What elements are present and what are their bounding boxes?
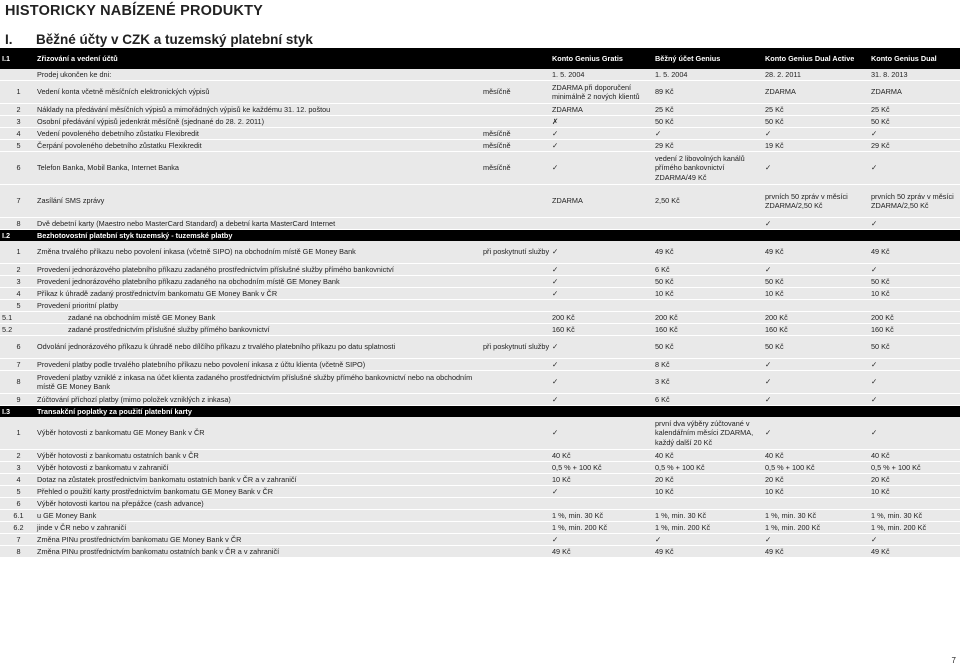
cell-c1: ✓ (550, 371, 653, 394)
section-header-i2 (0, 230, 960, 242)
table-row (0, 104, 960, 116)
table-row (0, 324, 960, 336)
cell-c2: 50 Kč (653, 336, 763, 359)
cell-c3: 49 Kč (763, 546, 869, 558)
cell-num: 6 (0, 498, 35, 510)
cell-label: Provedení jednorázového platebního příkazu zadaného na obchodním místě GE Money Bank (35, 276, 481, 288)
cell-label: Vedení konta včetně měsíčních elektronických výpisů (35, 81, 481, 104)
cell-num: 6 (0, 336, 35, 359)
cell-c3: 50 Kč (763, 116, 869, 128)
cell-label: Příkaz k úhradě zadaný prostřednictvím bankomatu GE Money Bank v ČR (35, 288, 481, 300)
cell-c3 (763, 300, 869, 312)
cell-c4: 200 Kč (869, 312, 960, 324)
cell-c4: 50 Kč (869, 116, 960, 128)
cell-c4: ✓ (869, 218, 960, 230)
cell-c2: 89 Kč (653, 81, 763, 104)
cell-c1: 1 %, min. 200 Kč (550, 522, 653, 534)
section-number: I.3 (0, 406, 35, 418)
cell-c3: 25 Kč (763, 104, 869, 116)
cell-c1: ✓ (550, 288, 653, 300)
cell-label: Provedení platby vzniklé z inkasa na účet klienta zadaného prostřednictvím příslušné služby přímého bankovnictví nebo na obchodním místě GE Money Bank (35, 371, 481, 394)
table-row (0, 264, 960, 276)
cell-c1: ✓ (550, 152, 653, 185)
cell-c3 (763, 498, 869, 510)
cell-c1: ✓ (550, 394, 653, 406)
table-row (0, 474, 960, 486)
cell-c3: ✓ (763, 264, 869, 276)
cell-num: 6.2 (0, 522, 35, 534)
header-col2: Běžný účet Genius (653, 48, 763, 69)
section-number: I.2 (0, 230, 35, 242)
cell-label: jinde v ČR nebo v zahraničí (35, 522, 481, 534)
cell-num: 5 (0, 486, 35, 498)
cell-label: Přehled o použití karty prostřednictvím bankomatu GE Money Bank v ČR (35, 486, 481, 498)
cell-c2: 3 Kč (653, 371, 763, 394)
cell-label: Telefon Banka, Mobil Banka, Internet Banka (35, 152, 481, 185)
cell-label: Změna PINu prostřednictvím bankomatu ostatních bank v ČR a v zahraničí (35, 546, 481, 558)
cell-c1: ✓ (550, 336, 653, 359)
cell-c2: 6 Kč (653, 394, 763, 406)
cell-num: 6.1 (0, 510, 35, 522)
cell-c1: 40 Kč (550, 450, 653, 462)
cell-c3: ZDARMA (763, 81, 869, 104)
cell-label: Čerpání povoleného debetního zůstatku Flexikredit (35, 140, 481, 152)
cell-c2: 2,50 Kč (653, 185, 763, 218)
cell-label: Výběr hotovosti z bankomatu v zahraničí (35, 462, 481, 474)
cell-label: Náklady na předávání měsíčních výpisů a mimořádných výpisů ke každému 31. 12. poštou (35, 104, 481, 116)
cell-c1: 160 Kč (550, 324, 653, 336)
table-row (0, 288, 960, 300)
cell-unit (481, 498, 550, 510)
table-row (0, 546, 960, 558)
cell-c1: 49 Kč (550, 546, 653, 558)
cell-c4: 20 Kč (869, 474, 960, 486)
cell-c4: 49 Kč (869, 546, 960, 558)
cell-c1 (550, 300, 653, 312)
cell-num: 8 (0, 218, 35, 230)
header-number: I.1 (0, 48, 35, 69)
cell-unit: měsíčně (481, 152, 550, 185)
cell-label: Dotaz na zůstatek prostřednictvím bankomatu ostatních bank v ČR a v zahraničí (35, 474, 481, 486)
cell-c4: prvních 50 zpráv v měsíci ZDARMA/2,50 Kč (869, 185, 960, 218)
table-row (0, 276, 960, 288)
cell-num: 5 (0, 300, 35, 312)
cell-num: 2 (0, 450, 35, 462)
cell-c3: 19 Kč (763, 140, 869, 152)
cell-unit (481, 324, 550, 336)
cell-num: 8 (0, 546, 35, 558)
table-row (0, 462, 960, 474)
cell-label: Vedení povoleného debetního zůstatku Flexibredit (35, 128, 481, 140)
section-label: Běžné účty v CZK a tuzemský platební styk (36, 32, 313, 47)
cell-c2 (653, 300, 763, 312)
cell-c2: 1. 5. 2004 (653, 69, 763, 81)
cell-label: Výběr hotovosti kartou na přepážce (cash advance) (35, 498, 481, 510)
header-col4: Konto Genius Dual (869, 48, 960, 69)
cell-c3: ✓ (763, 371, 869, 394)
cell-c1: ZDARMA (550, 185, 653, 218)
section-label: Transakční poplatky za použití platební karty (35, 406, 960, 418)
cell-c2: 10 Kč (653, 486, 763, 498)
cell-c1: 1 %, min. 30 Kč (550, 510, 653, 522)
cell-c4 (869, 300, 960, 312)
cell-num: 1 (0, 241, 35, 264)
cell-num: 1 (0, 81, 35, 104)
cell-c4: ✓ (869, 359, 960, 371)
cell-unit (481, 450, 550, 462)
cell-unit: měsíčně (481, 140, 550, 152)
cell-num: 4 (0, 128, 35, 140)
cell-unit: měsíčně (481, 81, 550, 104)
cell-unit: měsíčně (481, 128, 550, 140)
cell-c2: 50 Kč (653, 116, 763, 128)
cell-c4 (869, 498, 960, 510)
cell-c2: 1 %, min. 30 Kč (653, 510, 763, 522)
cell-c4: ✓ (869, 264, 960, 276)
page-number: 7 (951, 656, 956, 665)
cell-c3: ✓ (763, 417, 869, 450)
cell-num: 9 (0, 394, 35, 406)
table-row (0, 359, 960, 371)
cell-label: Změna PINu prostřednictvím bankomatu GE Money Bank v ČR (35, 534, 481, 546)
section-title (5, 32, 313, 47)
cell-c3: ✓ (763, 152, 869, 185)
cell-c2: první dva výběry zúčtované v kalendářním měsíci ZDARMA, každý další 20 Kč (653, 417, 763, 450)
cell-c2: 49 Kč (653, 546, 763, 558)
cell-c2: 20 Kč (653, 474, 763, 486)
table-row (0, 300, 960, 312)
table-row (0, 371, 960, 394)
cell-label: Výběr hotovosti z bankomatu GE Money Bank v ČR (35, 417, 481, 450)
cell-num (0, 69, 35, 81)
cell-unit (481, 116, 550, 128)
cell-label: u GE Money Bank (35, 510, 481, 522)
cell-label: Provedení jednorázového platebního příkazu zadaného prostřednictvím příslušné služby přímého bankovnictví (35, 264, 481, 276)
cell-c4: 50 Kč (869, 336, 960, 359)
cell-c1 (550, 498, 653, 510)
cell-c3: 1 %, min. 30 Kč (763, 510, 869, 522)
cell-c2: 10 Kč (653, 288, 763, 300)
cell-num: 4 (0, 288, 35, 300)
table-row (0, 116, 960, 128)
cell-c1: 0,5 % + 100 Kč (550, 462, 653, 474)
cell-unit (481, 69, 550, 81)
cell-unit (481, 359, 550, 371)
cell-unit (481, 394, 550, 406)
cell-c1: ✓ (550, 417, 653, 450)
header-unit (481, 48, 550, 69)
table-row (0, 218, 960, 230)
cell-unit (481, 185, 550, 218)
cell-c3: 0,5 % + 100 Kč (763, 462, 869, 474)
cell-num: 5.1 (0, 312, 35, 324)
table-row (0, 81, 960, 104)
cell-c2: 8 Kč (653, 359, 763, 371)
table-row (0, 522, 960, 534)
cell-unit (481, 218, 550, 230)
cell-c3: 20 Kč (763, 474, 869, 486)
cell-c1: ✓ (550, 359, 653, 371)
cell-c1: ✓ (550, 264, 653, 276)
cell-c2: 49 Kč (653, 241, 763, 264)
table-row (0, 417, 960, 450)
cell-unit (481, 486, 550, 498)
cell-num: 5 (0, 140, 35, 152)
cell-label: Zasílání SMS zprávy (35, 185, 481, 218)
cell-unit: při poskytnutí služby (481, 241, 550, 264)
cell-c4: 1 %, min. 30 Kč (869, 510, 960, 522)
cell-label: Provedení platby podle trvalého platebního příkazu nebo povolení inkasa z účtu klienta (včetně SIPO) (35, 359, 481, 371)
cell-unit (481, 417, 550, 450)
table-row (0, 152, 960, 185)
table-row (0, 450, 960, 462)
cell-c3: 50 Kč (763, 276, 869, 288)
cell-c2: 50 Kč (653, 276, 763, 288)
price-table-body (0, 48, 960, 558)
cell-label: Výběr hotovosti z bankomatu ostatních bank v ČR (35, 450, 481, 462)
header-col1: Konto Genius Gratis (550, 48, 653, 69)
cell-c4: 160 Kč (869, 324, 960, 336)
cell-c2: 6 Kč (653, 264, 763, 276)
cell-c4: 0,5 % + 100 Kč (869, 462, 960, 474)
header-label: Zřizování a vedení účtů (35, 48, 481, 69)
cell-num: 8 (0, 371, 35, 394)
cell-label: zadané na obchodním místě GE Money Bank (35, 312, 481, 324)
cell-c4: 31. 8. 2013 (869, 69, 960, 81)
cell-num: 3 (0, 116, 35, 128)
cell-c1: 10 Kč (550, 474, 653, 486)
cell-num: 2 (0, 264, 35, 276)
cell-c4: 25 Kč (869, 104, 960, 116)
cell-c3: ✓ (763, 534, 869, 546)
cell-c4: ZDARMA (869, 81, 960, 104)
cell-c4: 1 %, min. 200 Kč (869, 522, 960, 534)
cell-c1: ✗ (550, 116, 653, 128)
cell-c2: 200 Kč (653, 312, 763, 324)
cell-c3: 40 Kč (763, 450, 869, 462)
cell-c3: 1 %, min. 200 Kč (763, 522, 869, 534)
cell-c2: 160 Kč (653, 324, 763, 336)
cell-num: 2 (0, 104, 35, 116)
cell-c2: 0,5 % + 100 Kč (653, 462, 763, 474)
cell-num: 3 (0, 462, 35, 474)
table-row (0, 510, 960, 522)
cell-num: 7 (0, 534, 35, 546)
page-title: HISTORICKY NABÍZENÉ PRODUKTY (5, 3, 264, 19)
section-number: I. (5, 32, 13, 47)
cell-unit (481, 312, 550, 324)
cell-c1: ✓ (550, 276, 653, 288)
cell-c1: ✓ (550, 140, 653, 152)
cell-c3: prvních 50 zpráv v měsíci ZDARMA/2,50 Kč (763, 185, 869, 218)
cell-c1: ✓ (550, 486, 653, 498)
cell-c2: 1 %, min. 200 Kč (653, 522, 763, 534)
cell-label: zadané prostřednictvím příslušné služby přímého bankovnictví (35, 324, 481, 336)
cell-c2: 40 Kč (653, 450, 763, 462)
cell-label: Provedení prioritní platby (35, 300, 481, 312)
cell-c1: ✓ (550, 128, 653, 140)
table-row (0, 336, 960, 359)
cell-c3: ✓ (763, 359, 869, 371)
table-row (0, 185, 960, 218)
cell-label: Prodej ukončen ke dni: (35, 69, 481, 81)
cell-c4: 40 Kč (869, 450, 960, 462)
cell-num: 4 (0, 474, 35, 486)
cell-unit (481, 276, 550, 288)
cell-num: 6 (0, 152, 35, 185)
cell-c4: ✓ (869, 394, 960, 406)
cell-c4: ✓ (869, 371, 960, 394)
cell-c1: ZDARMA při doporučení minimálně 2 nových klientů (550, 81, 653, 104)
cell-c4: ✓ (869, 128, 960, 140)
cell-unit (481, 264, 550, 276)
cell-c4: ✓ (869, 152, 960, 185)
cell-c4: 10 Kč (869, 486, 960, 498)
cell-c3: 28. 2. 2011 (763, 69, 869, 81)
cell-c1: ZDARMA (550, 104, 653, 116)
section-header-i3 (0, 406, 960, 418)
cell-c1: ✓ (550, 534, 653, 546)
cell-c2 (653, 498, 763, 510)
cell-unit (481, 104, 550, 116)
cell-num: 1 (0, 417, 35, 450)
cell-unit: při poskytnutí služby (481, 336, 550, 359)
table-row (0, 140, 960, 152)
table-row (0, 534, 960, 546)
cell-c2: ✓ (653, 534, 763, 546)
cell-c3: 200 Kč (763, 312, 869, 324)
cell-c2: 29 Kč (653, 140, 763, 152)
cell-c4: 10 Kč (869, 288, 960, 300)
cell-num: 7 (0, 185, 35, 218)
cell-unit (481, 462, 550, 474)
header-col3: Konto Genius Dual Active (763, 48, 869, 69)
table-row (0, 498, 960, 510)
cell-num: 3 (0, 276, 35, 288)
table-row (0, 128, 960, 140)
table-header (0, 48, 960, 69)
cell-c1: 200 Kč (550, 312, 653, 324)
cell-num: 5.2 (0, 324, 35, 336)
table-row (0, 241, 960, 264)
cell-c2: ✓ (653, 128, 763, 140)
cell-c3: ✓ (763, 394, 869, 406)
cell-c4: ✓ (869, 534, 960, 546)
cell-unit (481, 546, 550, 558)
cell-c2 (653, 218, 763, 230)
cell-c3: ✓ (763, 218, 869, 230)
cell-num: 7 (0, 359, 35, 371)
cell-c1 (550, 218, 653, 230)
cell-c1: 1. 5. 2004 (550, 69, 653, 81)
cell-c3: 10 Kč (763, 288, 869, 300)
table-row (0, 394, 960, 406)
price-table (0, 48, 960, 558)
section-label: Bezhotovostní platební styk tuzemský - tuzemské platby (35, 230, 960, 242)
table-row (0, 486, 960, 498)
cell-c4: 50 Kč (869, 276, 960, 288)
cell-label: Odvolání jednorázového příkazu k úhradě nebo dílčího příkazu z trvalého platebního příkazu po datu splatnosti (35, 336, 481, 359)
cell-c4: ✓ (869, 417, 960, 450)
cell-c1: ✓ (550, 241, 653, 264)
cell-c2: vedení 2 libovolných kanálů přímého bankovnictví ZDARMA/49 Kč (653, 152, 763, 185)
cell-unit (481, 474, 550, 486)
cell-unit (481, 534, 550, 546)
cell-unit (481, 510, 550, 522)
cell-label: Osobní předávání výpisů jedenkrát měsíčně (sjednané do 28. 2. 2011) (35, 116, 481, 128)
cell-unit (481, 300, 550, 312)
cell-unit (481, 522, 550, 534)
table-row (0, 69, 960, 81)
cell-c4: 29 Kč (869, 140, 960, 152)
cell-label: Dvě debetní karty (Maestro nebo MasterCard Standard) a debetní karta MasterCard Internet (35, 218, 481, 230)
cell-c3: 50 Kč (763, 336, 869, 359)
cell-c3: 160 Kč (763, 324, 869, 336)
cell-unit (481, 288, 550, 300)
cell-label: Zúčtování příchozí platby (mimo položek vzniklých z inkasa) (35, 394, 481, 406)
cell-c4: 49 Kč (869, 241, 960, 264)
cell-c2: 25 Kč (653, 104, 763, 116)
table-row (0, 312, 960, 324)
cell-c3: 10 Kč (763, 486, 869, 498)
cell-c3: ✓ (763, 128, 869, 140)
cell-c3: 49 Kč (763, 241, 869, 264)
cell-label: Změna trvalého příkazu nebo povolení inkasa (včetně SIPO) na obchodním místě GE Money Bank (35, 241, 481, 264)
cell-unit (481, 371, 550, 394)
